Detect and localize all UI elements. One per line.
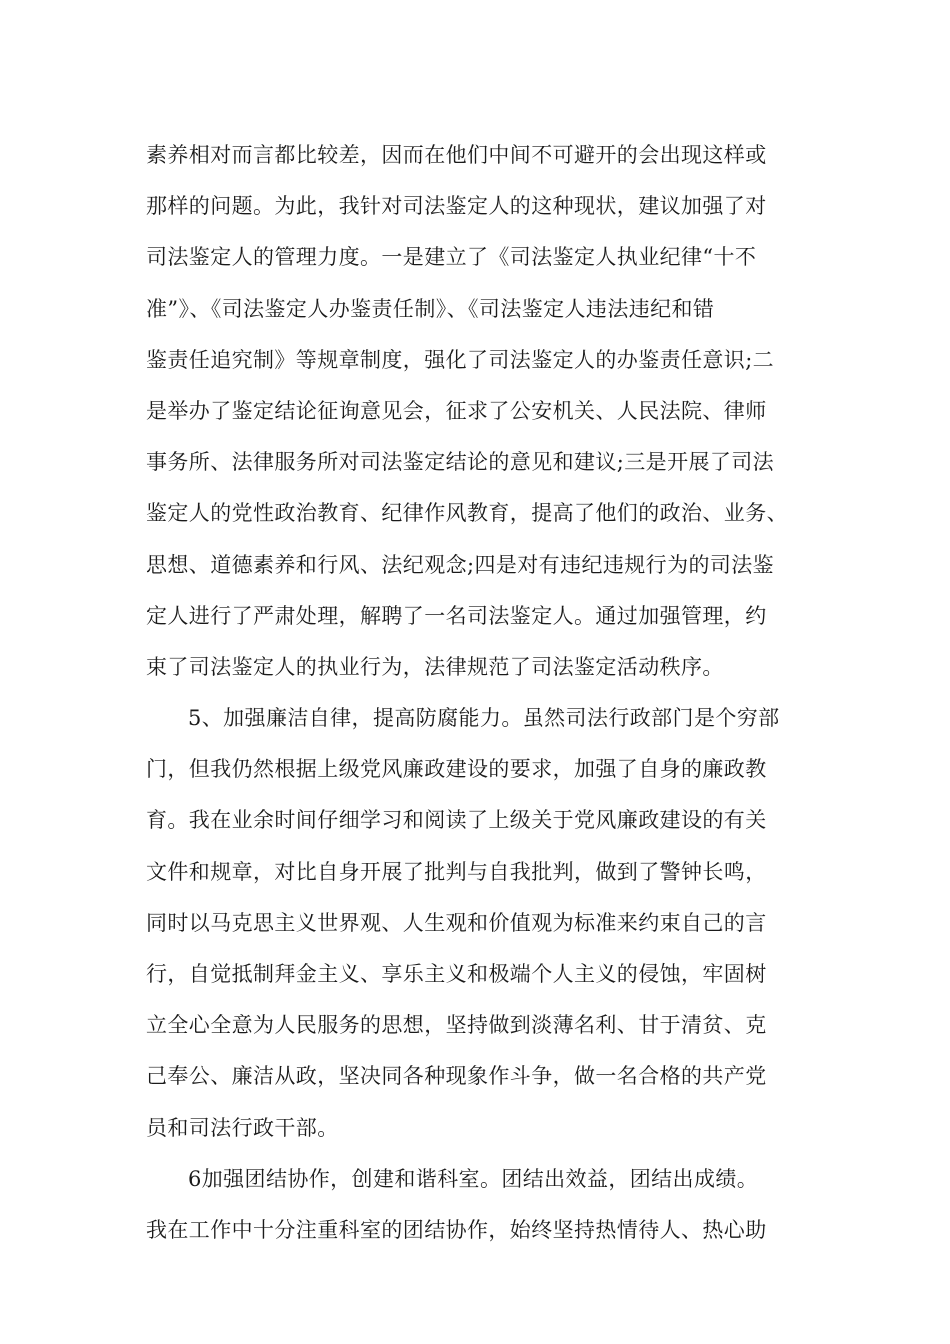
text-line: 准”》、《司法鉴定人办鉴责任制》、《司法鉴定人违法违纪和错 <box>146 296 715 321</box>
paragraph-5-start: 5、加强廉洁自律，提高防腐能力。虽然司法行政部门是个穷部 <box>188 706 780 731</box>
text-line: 立全心全意为人民服务的思想，坚持做到淡薄名利、甘于清贫、克 <box>146 1013 767 1038</box>
text-line: 行，自觉抵制拜金主义、享乐主义和极端个人主义的侵蚀，牢固树 <box>146 962 767 986</box>
text-line: 员和司法行政干部。 <box>146 1115 339 1140</box>
text-line: 司法鉴定人的管理力度。一是建立了《司法鉴定人执业纪律“十不 <box>146 245 757 270</box>
text-line: 己奉公、廉洁从政，坚决同各种现象作斗争，做一名合格的共产党 <box>146 1064 767 1089</box>
text-line: 是举办了鉴定结论征询意见会，征求了公安机关、人民法院、律师 <box>146 398 767 423</box>
text-line: 束了司法鉴定人的执业行为，法律规范了司法鉴定活动秩序。 <box>146 654 724 679</box>
text-line: 事务所、法律服务所对司法鉴定结论的意见和建议;三是开展了司法 <box>146 450 775 475</box>
text-line: 门，但我仍然根据上级党风廉政建设的要求，加强了自身的廉政教 <box>146 757 767 782</box>
text-line: 我在工作中十分注重科室的团结协作，始终坚持热情待人、热心助 <box>146 1217 767 1242</box>
paragraph-6-start: 6加强团结协作，创建和谐科室。团结出效益，团结出成绩。 <box>188 1166 759 1191</box>
text-line: 思想、道德素养和行风、法纪观念;四是对有违纪违规行为的司法鉴 <box>146 552 775 577</box>
text-line: 同时以马克思主义世界观、人生观和价值观为标准来约束自己的言 <box>146 910 767 935</box>
text-line: 那样的问题。为此，我针对司法鉴定人的这种现状，建议加强了对 <box>146 194 767 219</box>
text-line: 育。我在业余时间仔细学习和阅读了上级关于党风廉政建设的有关 <box>146 808 767 833</box>
text-line: 鉴责任追究制》等规章制度，强化了司法鉴定人的办鉴责任意识;二 <box>146 347 775 372</box>
text-line: 鉴定人的党性政治教育、纪律作风教育，提高了他们的政治、业务、 <box>146 501 788 526</box>
body-text <box>146 130 826 1256</box>
text-line: 定人进行了严肃处理，解聘了一名司法鉴定人。通过加强管理，约 <box>146 603 767 628</box>
text-line: 文件和规章，对比自身开展了批判与自我批判，做到了警钟长鸣， <box>146 859 767 884</box>
text-line: 素养相对而言都比较差，因而在他们中间不可避开的会出现这样或 <box>146 143 767 167</box>
